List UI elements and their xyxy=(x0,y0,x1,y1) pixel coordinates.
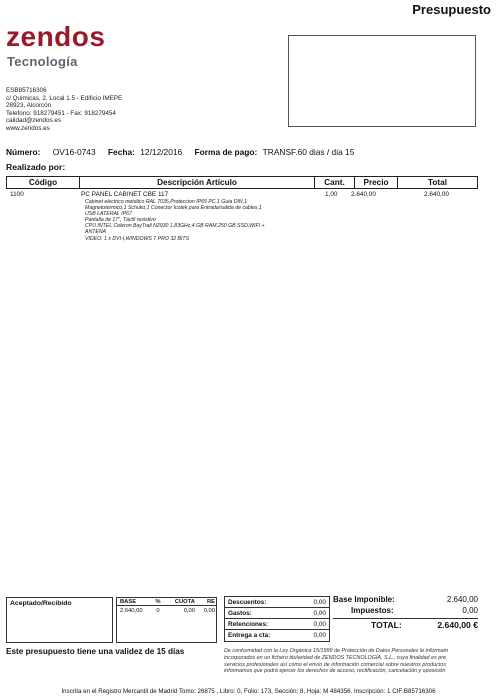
accepted-box xyxy=(6,597,113,643)
legal-line: servicios profesionales así como el envío de información comercial sobre nuestros productos xyxy=(224,661,447,668)
legal-line: De conformidad con la Ley Orgánica 15/1999 de Protección de Datos Personales le informam xyxy=(224,648,449,654)
detail-line: USB LATERAL IP67 xyxy=(85,211,132,218)
total-value: 2.640,00 € xyxy=(437,619,478,630)
registry-footer: Inscrita en el Registro Mercantil de Madrid Tomo: 26875 , Libro: 0, Folio: 173, Sección; 8, Hoja: M 484356. Inscripción: 1 CIF:B85716306 xyxy=(61,688,436,695)
tax-percent: 0 xyxy=(156,607,160,614)
impuestos-value: 0,00 xyxy=(462,606,478,615)
item-descripcion: PC PANEL CABINET CBE 117 xyxy=(81,191,169,198)
pago-value: TRANSF.60 dias / dia 15 xyxy=(262,147,355,157)
costs-box xyxy=(224,596,330,642)
cost-row-gastos xyxy=(225,608,329,619)
tax-header-re: RE xyxy=(206,598,215,605)
cost-value: 0,00 xyxy=(313,620,326,628)
header-cant: Cant. xyxy=(315,177,355,188)
cost-value: 0,00 xyxy=(313,598,326,606)
document-title: Presupuesto xyxy=(412,2,491,17)
legal-line: informamos que podrá ejercer los derechos de acceso, rectificación, cancelación y oposición xyxy=(224,668,446,675)
numero-label: Número: xyxy=(6,147,41,157)
impuestos-row xyxy=(333,605,478,616)
detail-line: Pantalla de 17", Táctil resistivo xyxy=(85,217,156,224)
company-email: calidad@zendos.es xyxy=(6,117,62,125)
cost-value: 0,00 xyxy=(313,632,326,639)
pago-label: Forma de pago: xyxy=(194,147,258,157)
company-cif: ESB85716306 xyxy=(6,87,47,94)
document-meta xyxy=(6,147,354,157)
total-row xyxy=(333,618,478,629)
totals-box xyxy=(333,594,478,629)
header-precio: Precio xyxy=(355,177,398,188)
logo-brand: zendos xyxy=(6,21,106,52)
tax-table xyxy=(116,597,217,643)
realizado-label: Realizado por: xyxy=(6,162,66,172)
total-label: TOTAL: xyxy=(371,619,402,630)
item-cant: 1,00 xyxy=(325,191,338,198)
item-detail xyxy=(85,199,315,242)
detail-line: Cabinet electrico metalico RAL 7035,Proteccion IP65 PC,1 Guia DIN,1 xyxy=(85,199,247,205)
base-imponible-value: 2.640,00 xyxy=(446,595,478,604)
item-codigo: 1100 xyxy=(10,191,24,198)
tax-header xyxy=(117,598,216,606)
header-total: Total xyxy=(428,178,447,187)
cost-label: Retenciones: xyxy=(228,620,269,628)
cost-row-entrega xyxy=(225,630,329,641)
base-imponible-row xyxy=(333,594,478,605)
cost-row-retenciones xyxy=(225,619,329,630)
tax-header-base: BASE xyxy=(120,598,137,605)
tax-header-cuota: CUOTA xyxy=(174,598,195,605)
company-address: c/ Quimicas, 2. Local 1.5 - Edificio IMEPE xyxy=(6,94,123,102)
legal-line: incorporados en un fichero titularidad de ZENDOS TECNOLOGÍA, S.L., cuya finalidad es pre xyxy=(224,654,447,661)
client-address-box xyxy=(288,35,476,127)
impuestos-label: Impuestos: xyxy=(351,606,394,615)
cost-value: 0,00 xyxy=(313,609,326,617)
tax-cuota: 0,00 xyxy=(183,607,195,614)
company-phone: Telefono: 918279451 - Fax: 918279454 xyxy=(6,109,116,117)
cost-label: Entrega a cta: xyxy=(228,632,271,639)
detail-line: ANTENA xyxy=(85,229,107,236)
cost-label: Descuentos: xyxy=(228,598,267,606)
validity-note: Este presupuesto tiene una validez de 15 días xyxy=(6,647,185,656)
tax-header-percent: % xyxy=(155,598,161,605)
fecha-value: 12/12/2016 xyxy=(140,147,183,157)
items-header xyxy=(6,176,478,189)
detail-line: CPU INTEL Celeron BayTrail N2930 1.83GHz,4 GB RAM,250 GB SSD,WIFI + xyxy=(85,223,265,230)
header-descripcion: Descripción Artículo xyxy=(80,177,315,188)
base-imponible-label: Base Imponible: xyxy=(333,595,395,604)
detail-line: VIDEO: 1 x DVI-I,WINDOWS 7 PRO 32 BITS xyxy=(85,235,190,242)
logo-subtitle: Tecnología xyxy=(7,54,78,69)
tax-row xyxy=(117,606,216,615)
tax-re: 0,00 xyxy=(203,607,215,614)
item-total: 2.640,00 xyxy=(424,191,449,198)
cost-label: Gastos: xyxy=(228,609,252,617)
cost-row-descuentos xyxy=(225,597,329,608)
company-logo xyxy=(6,22,156,74)
company-city: 28923, Alcorcón xyxy=(6,102,52,110)
accepted-label: Aceptado/Recibido xyxy=(10,600,72,607)
numero-value: OV16-0743 xyxy=(52,147,96,157)
fecha-label: Fecha: xyxy=(107,147,135,157)
item-precio: 2.640,00 xyxy=(351,191,376,198)
header-codigo: Código xyxy=(7,177,80,188)
legal-notice xyxy=(224,648,497,682)
tax-base: 2.640,00 xyxy=(120,607,143,614)
company-details xyxy=(6,87,122,133)
company-web: www.zendos.es xyxy=(6,124,50,132)
detail-line: Magnetotermico,1 Schuko,1 Conector Icotek para Entrada/salida de cables,1 xyxy=(85,205,262,212)
